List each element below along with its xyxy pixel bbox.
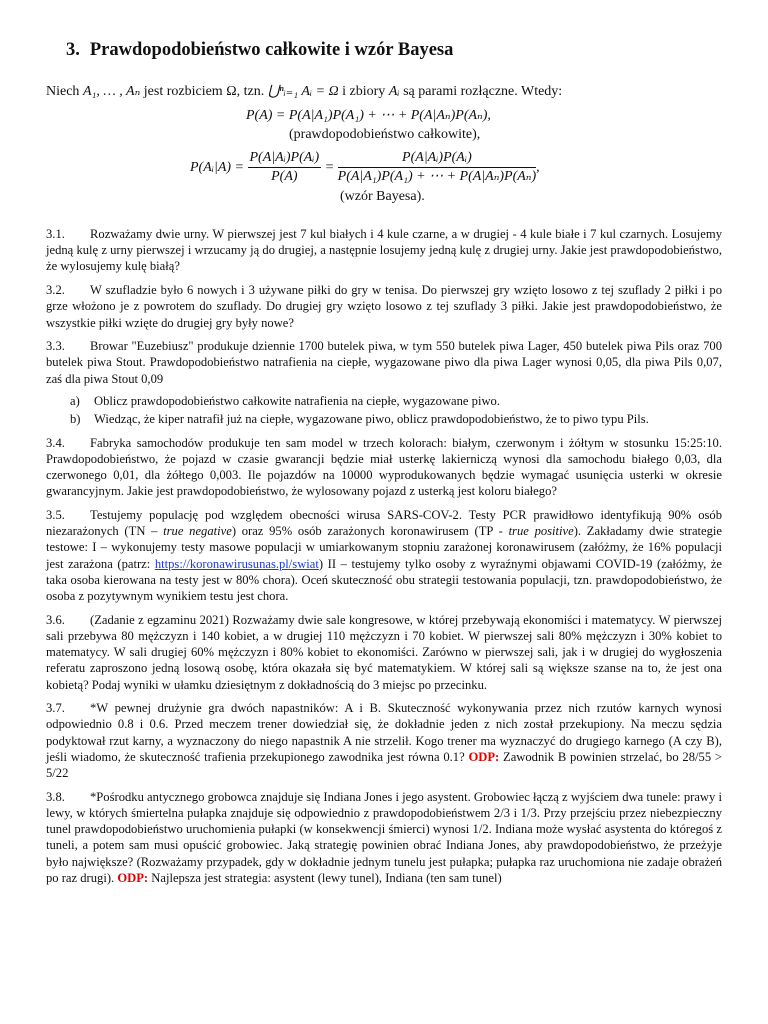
problem-text: *Pośrodku antycznego grobowca znajduje się Indiana Jones i jego asystent. Grobowiec łączą z wyjściem dwa tunele: prawy i lewy, w których śmiertelna pułapka znajduje się odpowiednio z prawdopodobieństwem 2/3 i 1/3. Przy przejściu przez niebezpieczny tunel prawdopodobieństwo uruchomienia pułapki (w konsekwencji śmierci) wynosi 1/2. Indiana może wysłać asystenta do któregoś z tuneli, a potem sam musi opuścić grobowiec. Jaką strategię powinien obrać Indiana Jones, aby prawdopodobieństwo, że przeżyje było największe? (Rozważamy przypadek, gdy w dokładnie jednym tunelu jest pułapka; pułapka raz uruchomiona nie zadaje obrażeń po raz drugi). <box>46 789 722 885</box>
problem-text: ) II – testujemy tylko osoby z wyraźnymi objawami COVID-19 (załóżmy, że taka osoba kierowana na testy jest w 80% chora). Oceń skuteczność obu strategii testowania populacji, tzn. prawdopodobieństwo, że osoba z pozytywnym wynikiem testu jest chora. <box>46 556 722 604</box>
problem-number: 3.8. <box>46 789 65 804</box>
total-probability-formula: P(A) = P(A|A₁)P(A₁) + ⋯ + P(A|Aₙ)P(Aₙ), <box>246 108 491 123</box>
problem-number: 3.1. <box>46 227 65 241</box>
answer-label: ODP: <box>468 749 500 764</box>
math-union: ⋃ⁿᵢ₌₁ Aᵢ = Ω <box>267 84 339 99</box>
answer-text: Zawodnik B powinien strzelać, bo 28/55 > 5/22 <box>46 749 722 781</box>
problem-text: ) oraz 95% osób zarażonych koronawirusem (TP - <box>231 524 509 539</box>
problem-3-3-part-a <box>70 393 722 409</box>
problem-text: ). Zakładamy dwie strategie testowe: I – wykonujemy testy masowe populacji w umiarkowanym stopniu zarażonej koronawirusem (załóżmy, że 16% populacji jest zarażona (patrz: <box>46 524 723 571</box>
bayes-fraction-1 <box>248 150 322 185</box>
total-probability-label: (prawdopodobieństwo całkowite), <box>289 127 481 142</box>
part-text: Oblicz prawdopodobieństwo całkowite natrafienia na ciepłe, wygazowane piwo. <box>94 393 501 408</box>
intro-text: i zbiory <box>338 84 389 99</box>
problem-3-4 <box>46 435 722 500</box>
problem-text: W szufladzie było 6 nowych i 3 używane piłki do gry w tenisa. Do pierwszej gry wzięto losowo z tej szuflady 2 piłki i po grze włożono je z powrotem do szuflady. Do drugiej gry wzięto losowo z tej szuflady 3 piłki. Jakie jest prawdopodobieństwo, że wszystkie piłki wzięte do drugiej gry były nowe? <box>46 283 722 330</box>
bayes-formula <box>190 150 540 185</box>
problem-text: Browar "Euzebiusz" produkuje dziennie 1700 butelek piwa, w tym 550 butelek piwa Lager, 450 butelek piwa Pils oraz 700 butelek piwa Stout. Prawdopodobieństwo natrafienia na ciepłe, wygazowane piwo dla piwa Lager wynosi 0,05, dla piwa Pils 0,07, zaś dla piwa Stout 0,09 <box>46 339 722 386</box>
problem-3-8 <box>46 789 722 886</box>
bayes-comma: , <box>536 159 540 175</box>
answer-label: ODP: <box>117 870 149 885</box>
problem-3-6 <box>46 612 722 693</box>
section-title-text: Prawdopodobieństwo całkowite i wzór Bayesa <box>89 40 454 60</box>
bayes-fraction-2-numerator: P(A|Aᵢ)P(Aᵢ) <box>338 150 537 168</box>
problem-list <box>46 226 722 894</box>
problem-3-7 <box>46 700 722 781</box>
problem-3-2 <box>46 282 722 331</box>
problem-number: 3.4. <box>46 435 65 450</box>
intro-text: Niech <box>46 84 83 99</box>
bayes-lhs: P(Aᵢ|A) = <box>190 159 244 175</box>
bayes-label: (wzór Bayesa). <box>340 189 425 204</box>
answer-text: Najlepsza jest strategia: asystent (lewy tunel), Indiana (ten sam tunel) <box>148 870 502 885</box>
term-true-negative: true negative <box>163 524 232 539</box>
bayes-fraction-2-denominator: P(A|A₁)P(A₁) + ⋯ + P(A|Aₙ)P(Aₙ) <box>337 169 537 185</box>
problem-text: *W pewnej drużynie gra dwóch napastników: A i B. Skuteczność wykonywania przez nich rzutów karnych wynosi odpowiednio 0.8 i 0.6. Przed meczem trener dowiedział się, że dokładnie jeden z nich został przekupiony. Na meczu sędzia podyktował rzut karny, a wyznaczony do niego napastnik A nie strzelił. Kogo trener ma wyznaczyć do drugiego karnego (A czy B), jeśli wiadomo, że skuteczność trafienia przekupionego zawodnika jest równa 0.1? <box>46 701 722 764</box>
problem-number: 3.2. <box>46 283 65 298</box>
intro-paragraph <box>46 84 726 100</box>
bayes-fraction-2 <box>338 150 537 185</box>
bayes-equals: = <box>324 159 335 175</box>
part-text: Wiedząc, że kiper natrafił już na ciepłe, wygazowane piwo, oblicz prawdopodobieństwo, że to piwo typu Pils. <box>94 412 649 427</box>
section-title <box>66 42 453 58</box>
problem-number: 3.5. <box>46 508 65 523</box>
term-true-positive: true positive <box>508 524 574 539</box>
part-label: a) <box>70 393 80 408</box>
problem-text: Rozważamy dwie urny. W pierwszej jest 7 kul białych i 4 kule czarne, a w drugiej - 4 kule białe i 7 kul czarnych. Losujemy jedną kulę z urny pierwszej i wrzucamy ją do drugiej, a następnie losujemy jedną kulę z drugiej urny. Jakie jest prawdopodobieństwo, że wylosujemy kulę białą? <box>46 227 722 274</box>
koronawirus-link[interactable]: https://koronawirusunas.pl/swiat <box>154 556 319 571</box>
problem-3-1 <box>46 226 722 275</box>
section-number: 3. <box>66 40 80 60</box>
intro-text: są parami rozłączne. Wtedy: <box>399 84 563 99</box>
bayes-fraction-1-denominator: P(A) <box>271 169 298 185</box>
problem-text: Fabryka samochodów produkuje ten sam model w trzech kolorach: białym, czerwonym i żółtym w stosunku 15:25:10. Prawdopodobieństwo, że pojazd w czasie gwarancji będzie miał usterkę lakierniczą wynosi dla samochodu białego 0,03, dla czerwonego 0,01, dla żółtego 0,003. Ile pojazdów na 10000 wyprodukowanych będzie wymagać usunięcia usterki w okresie gwarancyjnym. Jakie jest prawdopodobieństwo, że wylosowany pojazd z usterką jest koloru białego? <box>46 435 722 499</box>
problem-number: 3.3. <box>46 339 65 354</box>
problem-3-5 <box>46 507 722 604</box>
problem-3-3-part-b <box>70 411 722 427</box>
problem-text: (Zadanie z egzaminu 2021) Rozważamy dwie sale kongresowe, w której przebywają ekonomiści i matematycy. W pierwszej sali przebywa 80 mężczyzn i 140 kobiet, a w drugiej 110 mężczyzn i 70 kobiet. W pierwszej sali 80% mężczyzn i 30% kobiet to matematycy. W sali drugiej 60% mężczyzn i 80% kobiet to ekonomiści. Zarówno w pierwszej sali, jak i w drugiej do wygłoszenia referatu zaproszono jedną losową osobę, która okazała się być matematykiem. W której sali są większe szanse na to, że jest ona kobietą? Podaj wyniki w ułamku dziesiętnym z dokładnością do 3 miejsc po przecinku. <box>46 612 722 692</box>
math-ai: Aᵢ <box>388 84 400 99</box>
problem-number: 3.6. <box>46 612 65 627</box>
problem-text: Testujemy populację pod względem obecności wirusa SARS-COV-2. Testy PCR prawidłowo identyfikują 90% osób niezarażonych (TN – <box>46 508 722 539</box>
intro-text: jest rozbiciem Ω, tzn. <box>140 84 268 99</box>
problem-number: 3.7. <box>46 701 65 716</box>
bayes-fraction-1-numerator: P(A|Aᵢ)P(Aᵢ) <box>248 150 322 168</box>
math-partition: A₁, … , Aₙ <box>82 84 141 99</box>
problem-3-3 <box>46 338 722 427</box>
part-label: b) <box>70 412 81 427</box>
